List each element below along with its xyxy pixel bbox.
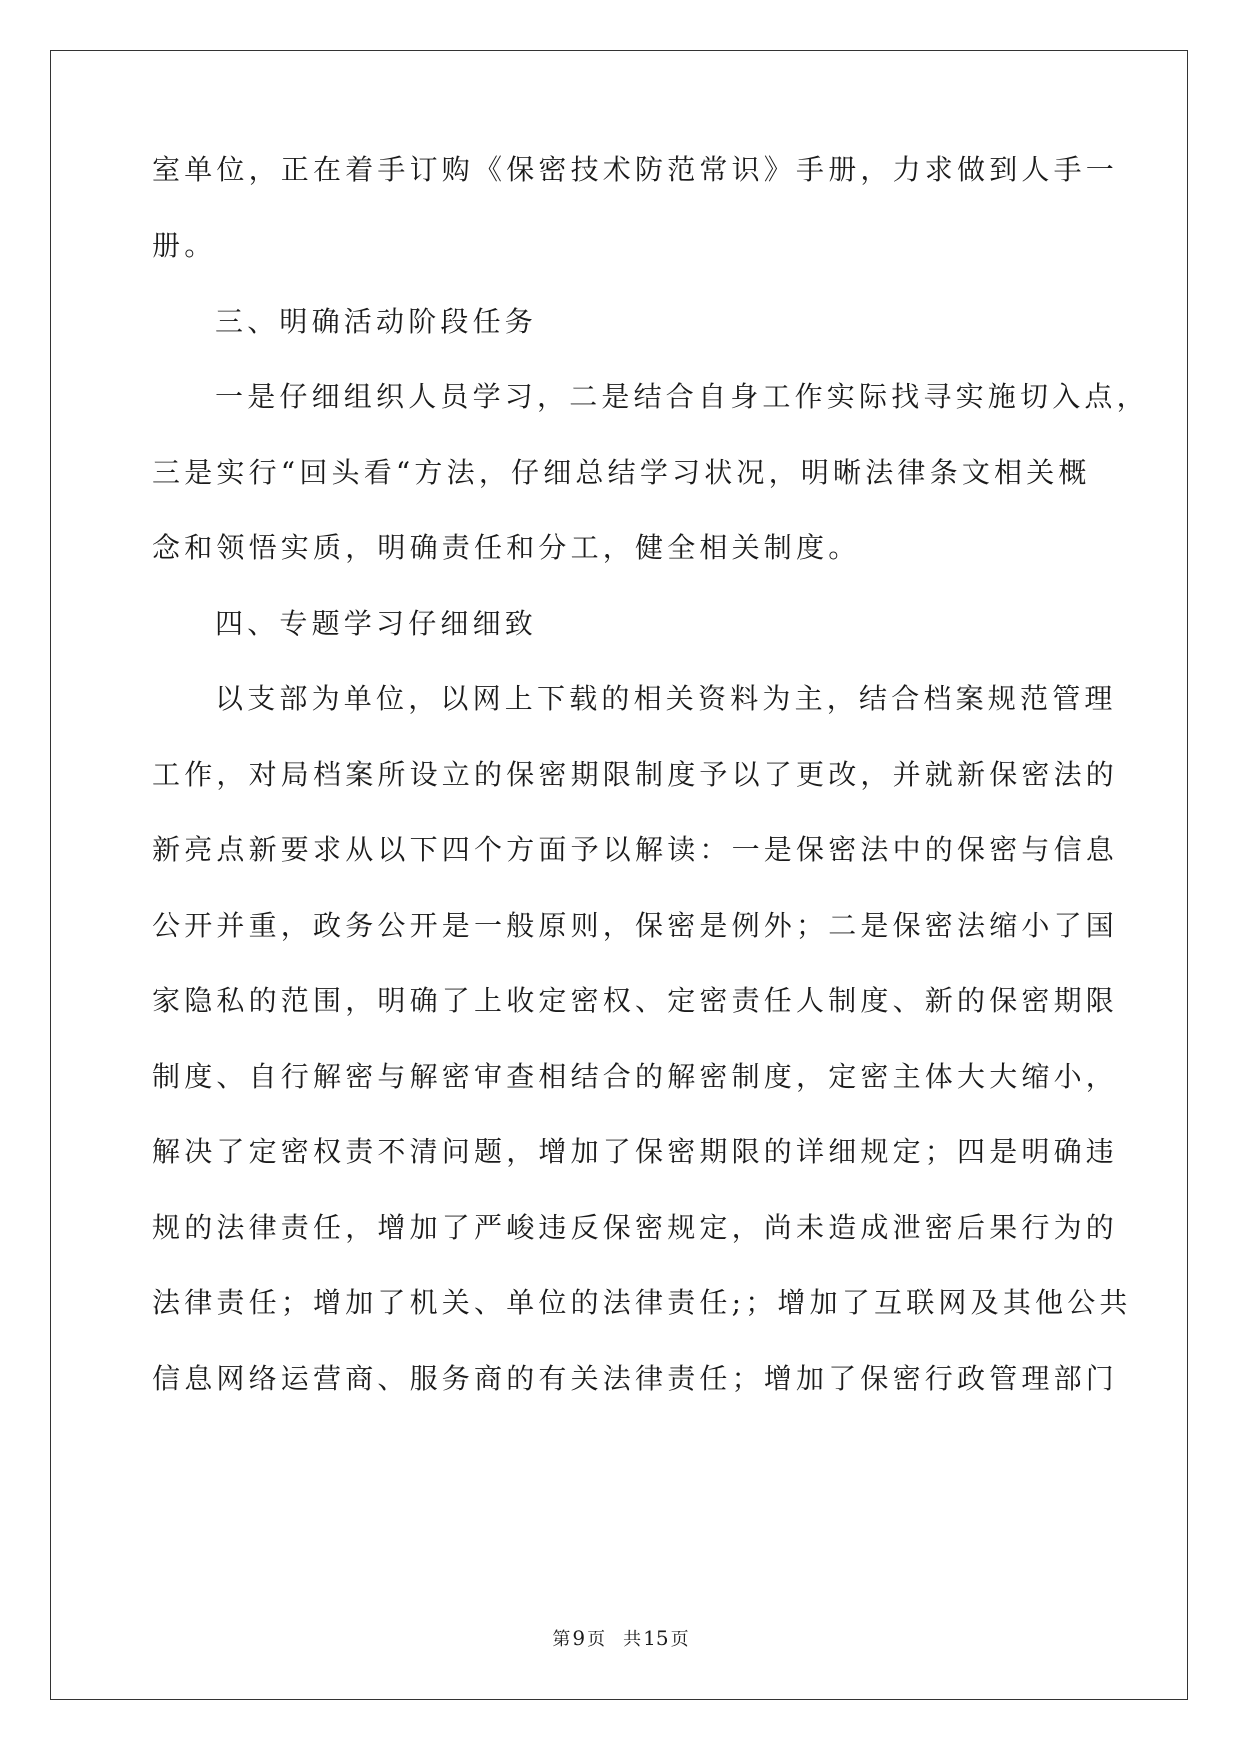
body-line: 解决了定密权责不清问题，增加了保密期限的详细规定；四是明确违	[152, 1135, 1119, 1168]
page-footer	[0, 1626, 1241, 1652]
section-heading: 四、专题学习仔细细致	[215, 607, 538, 640]
section-heading: 三、明确活动阶段任务	[215, 305, 538, 338]
body-line: 念和领悟实质，明确责任和分工，健全相关制度。	[152, 531, 861, 564]
page-label-mid: 页 共	[587, 1629, 642, 1650]
body-line: 工作，对局档案所设立的保密期限制度予以了更改，并就新保密法的	[152, 758, 1119, 791]
page-border	[50, 50, 1188, 1700]
body-line: 公开并重，政务公开是一般原则，保密是例外；二是保密法缩小了国	[152, 909, 1119, 942]
body-line: 以支部为单位，以网上下载的相关资料为主，结合档案规范管理	[215, 682, 1117, 715]
body-line: 三是实行“回头看“方法，仔细总结学习状况，明晰法律条文相关概	[152, 456, 1091, 489]
body-line: 家隐私的范围，明确了上收定密权、定密责任人制度、新的保密期限	[152, 984, 1119, 1017]
body-line: 规的法律责任，增加了严峻违反保密规定，尚未造成泄密后果行为的	[152, 1211, 1119, 1244]
body-line: 法律责任；增加了机关、单位的法律责任;；增加了互联网及其他公共	[152, 1286, 1132, 1319]
body-line: 室单位，正在着手订购《保密技术防范常识》手册，力求做到人手一	[152, 153, 1119, 186]
body-line: 新亮点新要求从以下四个方面予以解读：一是保密法中的保密与信息	[152, 833, 1119, 866]
current-page-number: 9	[572, 1626, 586, 1650]
body-line: 信息网络运营商、服务商的有关法律责任；增加了保密行政管理部门	[152, 1362, 1119, 1395]
body-line: 册。	[152, 229, 217, 262]
total-page-count: 15	[643, 1626, 669, 1650]
page-label-suffix: 页	[670, 1629, 689, 1650]
page-label-prefix: 第	[552, 1629, 571, 1650]
body-line: 制度、自行解密与解密审查相结合的解密制度，定密主体大大缩小，	[152, 1060, 1119, 1093]
body-line: 一是仔细组织人员学习，二是结合自身工作实际找寻实施切入点，	[215, 380, 1149, 413]
